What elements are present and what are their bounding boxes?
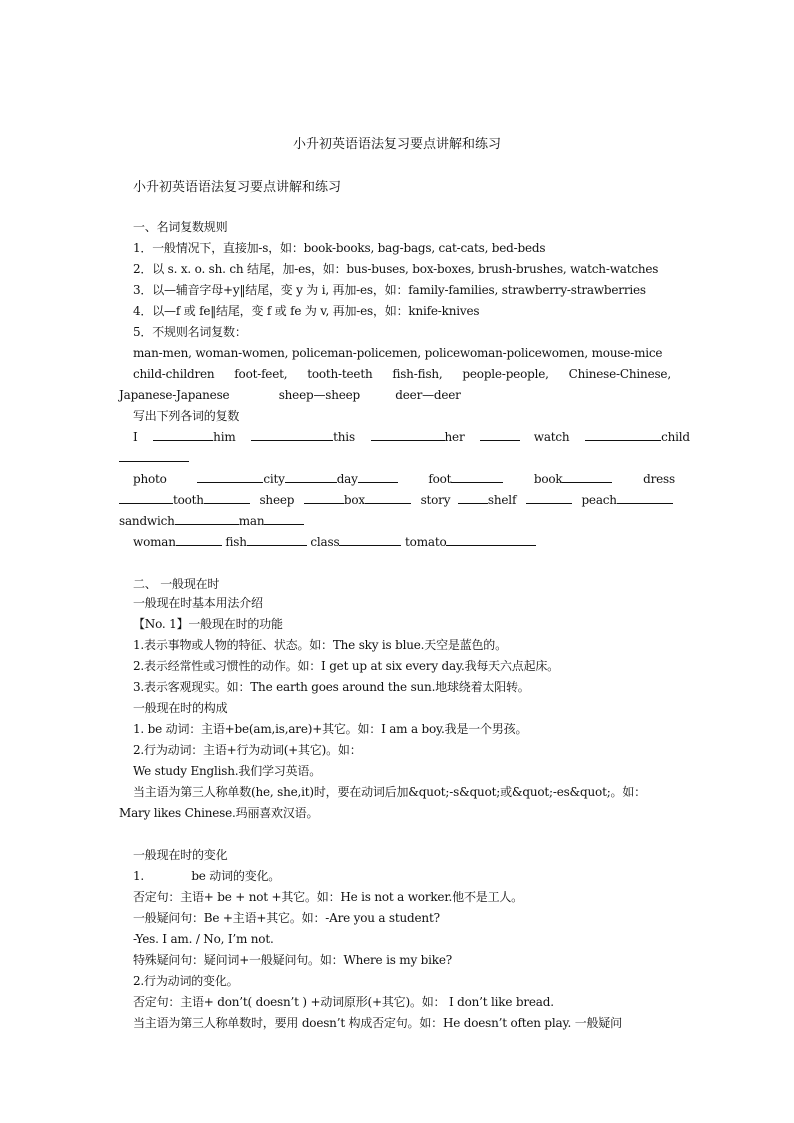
exercise-word: fish (225, 535, 247, 549)
exercise-word: child (661, 430, 690, 444)
exercise-word: dress (643, 472, 675, 486)
exercise-word: her (444, 430, 465, 444)
exercise-word: sandwich (119, 514, 175, 528)
intro: 一般现在时基本用法介绍 (133, 596, 263, 610)
answer-blank[interactable] (247, 532, 307, 546)
document-subtitle: 小升初英语语法复习要点讲解和练习 (133, 180, 342, 195)
exercise-word: him (213, 430, 236, 444)
exercise-row-5 (119, 532, 693, 553)
function-2: 2.表示经常性或习惯性的动作。如：I get up at six every day.我每天六点起床。 (133, 659, 559, 673)
rule-4: 4．以—f 或 fe‖结尾，变 f 或 fe 为 v, 再加-es，如：knife-knives (133, 304, 480, 318)
form-3-example: Mary likes Chinese.玛丽喜欢汉语。 (119, 806, 319, 820)
irregular-line-3 (119, 385, 679, 406)
answer-blank[interactable] (197, 469, 263, 483)
exercise-row-1 (119, 427, 693, 448)
irregular-word: foot-feet, (234, 367, 288, 381)
answer-blank[interactable] (458, 490, 488, 504)
exercise-word: watch (533, 430, 570, 444)
exercise-word: woman (133, 535, 176, 549)
question-be: 一般疑问句：Be +主语+其它。如：-Are you a student? (133, 911, 440, 925)
answer-blank[interactable] (480, 427, 520, 441)
irregular-word: Japanese-Japanese (119, 388, 230, 402)
answer-be: -Yes. I am. / No, I’m not. (133, 932, 274, 946)
irregular-line-1: man-men, woman-women, policeman-policemen, policewoman-policewomen, mouse-mice (133, 346, 663, 360)
answer-blank[interactable] (153, 427, 213, 441)
answer-blank[interactable] (617, 490, 673, 504)
exercise-row-2 (119, 469, 675, 490)
change-heading: 一般现在时的变化 (133, 848, 228, 862)
exercise-word: peach (581, 493, 617, 507)
exercise-instruction: 写出下列各词的复数 (133, 409, 240, 423)
form-2-example: We study English.我们学习英语。 (133, 764, 322, 778)
be-change (119, 866, 693, 887)
item-number: 1. (133, 869, 145, 883)
rule-5: 5．不规则名词复数： (133, 325, 247, 339)
answer-blank[interactable] (339, 532, 401, 546)
answer-blank[interactable] (562, 469, 612, 483)
exercise-word: shelf (487, 493, 517, 507)
exercise-word: book (533, 472, 563, 486)
irregular-word: people-people, (462, 367, 549, 381)
wh-question: 特殊疑问句：疑问词+一般疑问句。如：Where is my bike? (133, 953, 452, 967)
answer-blank[interactable] (176, 532, 222, 546)
exercise-word: this (333, 430, 355, 444)
answer-blank[interactable] (371, 427, 445, 441)
answer-blank[interactable] (526, 490, 572, 504)
answer-blank[interactable] (358, 469, 398, 483)
negative-third-person: 当主语为第三人称单数时，要用 doesn’t 构成否定句。如：He doesn’t often play. 一般疑问 (133, 1016, 622, 1030)
answer-blank[interactable] (585, 427, 661, 441)
answer-blank[interactable] (119, 448, 189, 462)
answer-blank[interactable] (446, 532, 536, 546)
exercise-word: photo (133, 472, 167, 486)
answer-blank[interactable] (451, 469, 503, 483)
exercise-word: tomato (405, 535, 447, 549)
exercise-word: foot (428, 472, 452, 486)
answer-blank[interactable] (251, 427, 333, 441)
verb-change: 2.行为动词的变化。 (133, 974, 239, 988)
irregular-word: deer—deer (395, 388, 461, 402)
exercise-word: tooth (173, 493, 204, 507)
exercise-word: story (420, 493, 451, 507)
negative-be: 否定句：主语+ be + not +其它。如：He is not a worker.他不是工人。 (133, 890, 523, 904)
form-3: 当主语为第三人称单数(he, she,it)时，要在动词后加&quot;-s&quot;或&quot;-es&quot;。如： (133, 785, 646, 799)
answer-blank[interactable] (365, 490, 411, 504)
function-3: 3.表示客观现实。如：The earth goes around the sun.地球绕着太阳转。 (133, 680, 530, 694)
exercise-word: man (238, 514, 265, 528)
no1-heading: 【No. 1】一般现在时的功能 (133, 617, 283, 631)
answer-blank[interactable] (204, 490, 250, 504)
exercise-row-1-cont (119, 448, 679, 469)
section-heading-present-tense: 二、 一般现在时 (133, 577, 220, 591)
irregular-word: child-children (133, 367, 215, 381)
section-heading-plural: 一、名词复数规则 (133, 220, 228, 234)
form-1: 1. be 动词：主语+be(am,is,are)+其它。如：I am a boy.我是一个男孩。 (133, 722, 528, 736)
exercise-word: I (133, 430, 138, 444)
irregular-word: sheep—sheep (278, 388, 361, 402)
exercise-row-4 (119, 511, 679, 532)
rule-3: 3．以—辅音字母+y‖结尾，变 y 为 i, 再加-es，如：family-families, strawberry-strawberries (133, 283, 646, 297)
exercise-word: day (336, 472, 358, 486)
irregular-line-2 (119, 364, 671, 385)
function-1: 1.表示事物或人物的特征、状态。如：The sky is blue.天空是蓝色的。 (133, 638, 507, 652)
irregular-word: tooth-teeth (307, 367, 373, 381)
answer-blank[interactable] (175, 511, 239, 525)
irregular-word: Chinese-Chinese, (568, 367, 671, 381)
exercise-word: city (263, 472, 285, 486)
form-2: 2.行为动词：主语+行为动词(+其它)。如： (133, 743, 362, 757)
be-change-label: be 动词的变化。 (191, 869, 281, 883)
answer-blank[interactable] (264, 511, 304, 525)
form-heading: 一般现在时的构成 (133, 701, 228, 715)
rule-2: 2．以 s. x. o. sh. ch 结尾，加-es，如：bus-buses, box-boxes, brush-brushes, watch-watches (133, 262, 659, 276)
answer-blank[interactable] (119, 490, 173, 504)
answer-blank[interactable] (304, 490, 344, 504)
document-title: 小升初英语语法复习要点讲解和练习 (292, 137, 501, 152)
exercise-word: sheep (259, 493, 295, 507)
exercise-word: box (343, 493, 365, 507)
answer-blank[interactable] (285, 469, 337, 483)
exercise-row-3 (119, 490, 679, 511)
rule-1: 1．一般情况下，直接加-s，如：book-books, bag-bags, cat-cats, bed-beds (133, 241, 546, 255)
irregular-word: fish-fish, (392, 367, 443, 381)
negative-verb: 否定句：主语+ don’t( doesn’t ) +动词原形(+其它)。如： I don’t like bread. (133, 995, 554, 1009)
exercise-word: class (310, 535, 340, 549)
